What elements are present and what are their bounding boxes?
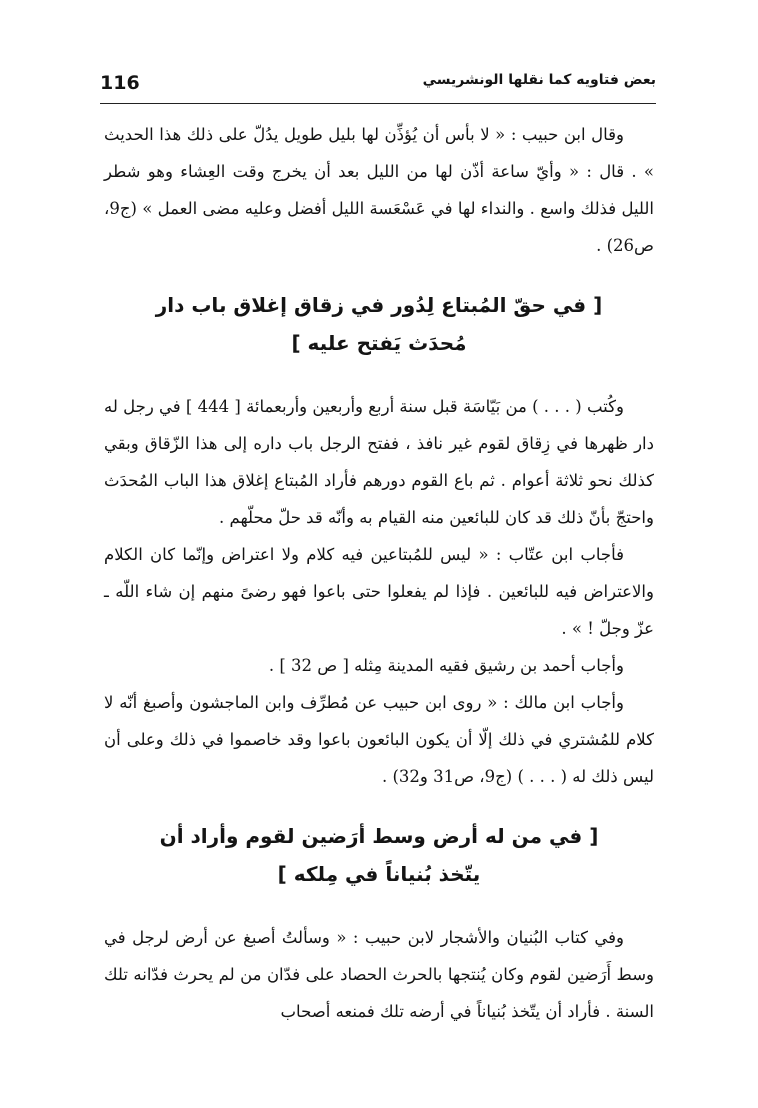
paragraph: وكُتب ( . . . ) من بَيّاسَة قبل سنة أربع وأربعين وأربعمائة [ 444 ] في رجل له دار ظهرها في زِقاق لقوم غير نافذ ، ففتح الرجل باب داره إلى هذا الزّقاق وبقي كذلك نحو ثلاثة أعوام . ثم باع القوم دورهم فأراد المُبتاع إغلاق هذا الباب المُحدَث واحتجّ بأنّ ذلك قد كان للبائعين منه القيام به وأنّه قد حلّ محلّهم . bbox=[104, 397, 654, 527]
section-heading bbox=[104, 817, 654, 893]
page-body bbox=[104, 116, 654, 1030]
paragraph: وفي كتاب البُنيان والأشجار لابن حبيب : « وسألتُ أصبغ عن أرض لرجل في وسط أَرَضين لقوم وكان يُنتجها بالحرث الحصاد على فدّان من لم يحرث فدّانه تلك السنة . فأراد أن يتّخذ بُنياناً في أرضه تلك فمنعه أصحاب bbox=[104, 928, 654, 1021]
running-title: بعض فتاويه كما نقلها الونشريسي bbox=[422, 72, 656, 88]
page-number: 116 bbox=[100, 72, 140, 94]
page-header bbox=[100, 70, 656, 104]
section-heading-line: [ في من له أرض وسط أرَضين لقوم وأراد أن bbox=[159, 824, 599, 848]
header-rule bbox=[100, 103, 656, 104]
section-heading-line: يتّخذ بُنياناً في مِلكه ] bbox=[277, 862, 481, 886]
section-heading-line: [ في حقّ المُبتاع لِدُور في زقاق إغلاق باب دار bbox=[155, 293, 603, 317]
paragraph: فأجاب ابن عتّاب : « ليس للمُبتاعين فيه كلام ولا اعتراض وإنّما كان الكلام والاعتراض فيه للبائعين . فإذا لم يفعلوا حتى باعوا فهو رضىً منهم إن شاء اللّه ـ عزّ وجلّ ! » . bbox=[104, 545, 654, 638]
paragraph: وأجاب ابن مالك : « روى ابن حبيب عن مُطرِّف وابن الماجشون وأصبغ أنّه لا كلام للمُشتري في ذلك إلّا أن يكون البائعون باعوا وقد خاصموا في ذلك وعلى أن ليس ذلك له ( . . . ) (ج9، ص31 و32) . bbox=[104, 693, 654, 786]
paragraph: وأجاب أحمد بن رشيق فقيه المدينة مِثله [ ص 32 ] . bbox=[268, 656, 624, 675]
section-heading-line: مُحدَث يَفتح عليه ] bbox=[291, 331, 467, 355]
paragraph: وقال ابن حبيب : « لا بأس أن يُؤذِّن لها بليل طويل يدُلّ على ذلك هذا الحديث » . قال : « وأيّ ساعة أذّن لها من الليل بعد أن يخرج وقت العِشاء وهو شطر الليل فذلك واسع . والنداء لها في عَسْعَسة الليل أفضل وعليه مضى العمل » (ج9، ص26) . bbox=[104, 125, 654, 255]
section-heading bbox=[104, 286, 654, 362]
